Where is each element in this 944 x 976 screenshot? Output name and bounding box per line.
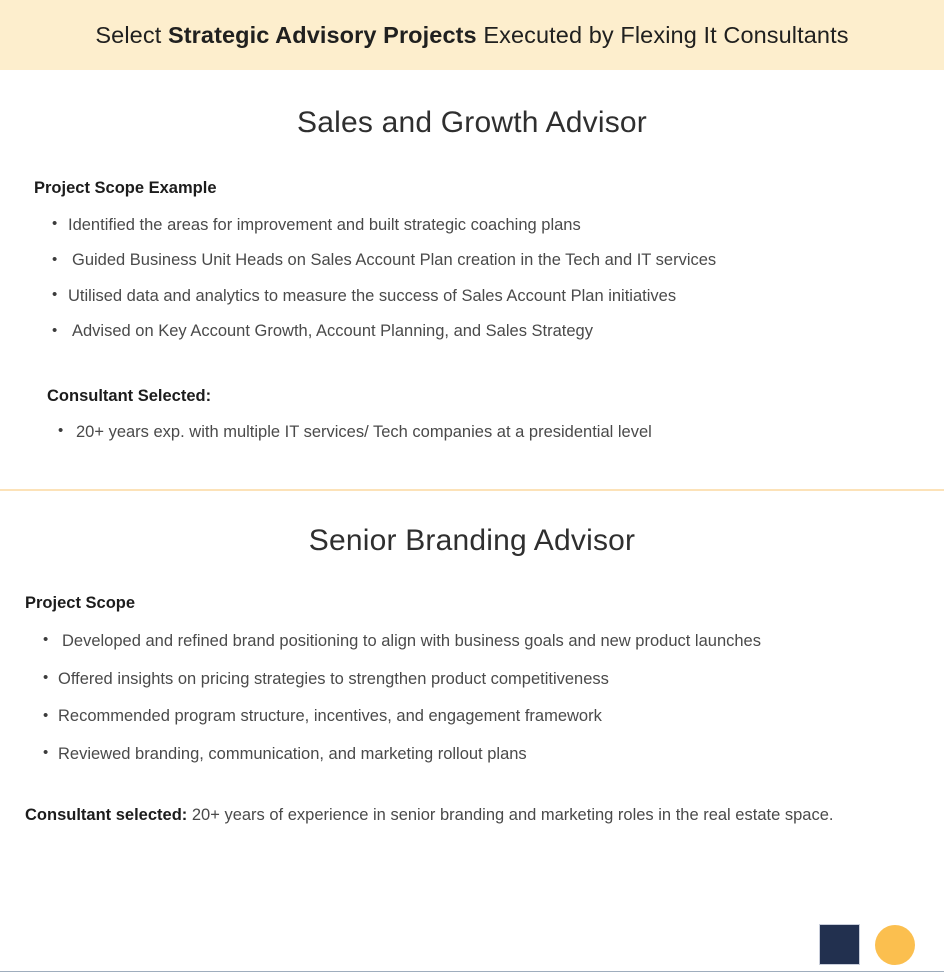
list-item: • Reviewed branding, communication, and marketing rollout plans: [43, 742, 858, 768]
page-title-emphasis: Strategic Advisory Projects: [167, 21, 477, 48]
consultant-selected-paragraph: [25, 804, 919, 828]
list-item: • Identified the areas for improvement and built strategic coaching plans: [52, 216, 944, 235]
list-item: • Advised on Key Account Growth, Account Planning, and Sales Strategy: [52, 322, 944, 341]
list-item: • Recommended program structure, incentives, and engagement framework: [43, 704, 858, 730]
consultant-list: [58, 423, 944, 442]
list-item: • 20+ years exp. with multiple IT services/ Tech companies at a presidential level: [58, 423, 944, 442]
scope-list: [43, 629, 944, 767]
brand-logo: [819, 924, 915, 965]
list-item: • Guided Business Unit Heads on Sales Account Plan creation in the Tech and IT services: [52, 251, 944, 270]
page-title-prefix: Select: [95, 21, 168, 48]
consultant-selected-label: Consultant selected:: [25, 805, 188, 824]
footer-rule: [0, 971, 944, 972]
section-senior-branding-advisor: [0, 524, 944, 827]
list-item: • Offered insights on pricing strategies to strengthen product competitiveness: [43, 667, 858, 693]
logo-circle-icon: [875, 925, 915, 965]
page-title: [95, 22, 848, 49]
section-title: Senior Branding Advisor: [308, 524, 636, 558]
section-divider: [0, 489, 944, 491]
list-item: • Utilised data and analytics to measure the success of Sales Account Plan initiatives: [52, 287, 944, 306]
consultant-selected-text: 20+ years of experience in senior branding and marketing roles in the real estate space.: [187, 805, 834, 824]
logo-square-icon: [819, 924, 860, 965]
scope-heading: Project Scope: [25, 594, 136, 613]
section-sales-and-growth-advisor: [0, 106, 944, 442]
section-title: Sales and Growth Advisor: [297, 106, 647, 139]
scope-list: [52, 216, 944, 342]
consultant-heading: Consultant Selected:: [47, 386, 212, 405]
page-header-band: [0, 0, 944, 70]
list-item: • Developed and refined brand positioning to align with business goals and new product launches: [43, 629, 862, 655]
page-title-suffix: Executed by Flexing It Consultants: [476, 21, 849, 48]
scope-heading: Project Scope Example: [34, 179, 217, 197]
